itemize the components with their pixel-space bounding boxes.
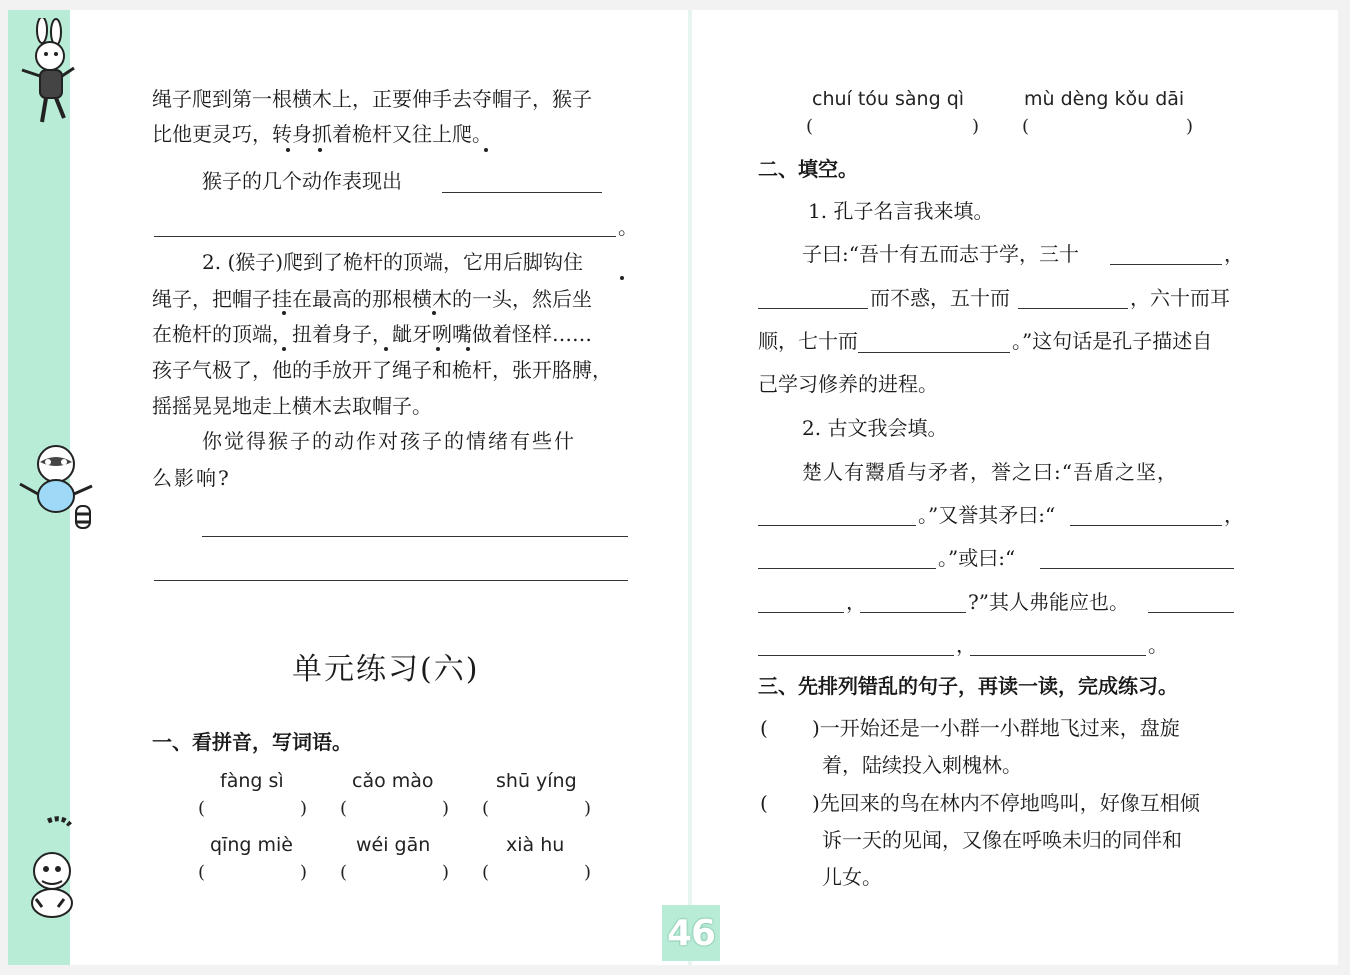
fill-text: ， xyxy=(1224,242,1244,266)
sentence-line: 着，陆续投入刺槐林。 xyxy=(822,753,1022,777)
emphasis-dot xyxy=(436,347,440,351)
paren-close: ) xyxy=(1186,116,1194,137)
sentence-line: 诉一天的见闻，又像在呼唤未归的同伴和 xyxy=(822,828,1182,852)
question-prompt: 猴子的几个动作表现出 xyxy=(202,169,402,193)
section-heading: 二、填空。 xyxy=(758,157,858,181)
answer-blank[interactable] xyxy=(858,352,1010,353)
item-label: 1. 孔子名言我来填。 xyxy=(808,199,994,223)
emphasis-dot xyxy=(318,148,322,152)
paren-open: ( xyxy=(198,862,206,883)
paren-close: ) xyxy=(442,862,450,883)
emphasis-dot xyxy=(282,347,286,351)
paren-open: ( xyxy=(806,116,814,137)
page-number: 46 xyxy=(662,905,720,961)
fill-text: ?”其人弗能应也。 xyxy=(968,590,1129,614)
fill-text: 而不惑，五十而 xyxy=(870,286,1010,310)
emphasis-dot xyxy=(432,311,436,315)
fill-text: 楚人有鬻盾与矛者，誉之曰:“吾盾之坚， xyxy=(802,460,1178,484)
emphasis-dot xyxy=(282,311,286,315)
emphasis-dot xyxy=(466,347,470,351)
passage-line: 2. (猴子)爬到了桅杆的顶端，它用后脚钩住 xyxy=(202,250,584,274)
item-label: 2. 古文我会填。 xyxy=(802,416,948,440)
paren-open: ( xyxy=(482,862,490,883)
paren-open: ( xyxy=(198,798,206,819)
passage-line: 摇摇晃晃地走上横木去取帽子。 xyxy=(152,394,432,418)
fill-text: 己学习修养的进程。 xyxy=(758,372,938,396)
pinyin-label: shū yíng xyxy=(496,770,577,792)
fill-text: ，六十而耳 xyxy=(1130,286,1230,310)
paren-open: ( xyxy=(482,798,490,819)
pinyin-label: mù dèng kǒu dāi xyxy=(1024,88,1185,110)
answer-blank[interactable] xyxy=(154,580,628,581)
answer-blank[interactable] xyxy=(758,655,954,656)
paren-close: ) xyxy=(442,798,450,819)
fill-text: 顺，七十而 xyxy=(758,329,858,353)
paren-close: ) xyxy=(584,862,592,883)
paren-close: ) xyxy=(584,798,592,819)
emphasis-dot xyxy=(620,276,624,280)
pinyin-label: fàng sì xyxy=(220,770,284,792)
fill-text: ， xyxy=(956,633,976,657)
answer-blank[interactable] xyxy=(154,236,616,237)
answer-blank[interactable] xyxy=(1070,525,1222,526)
passage-line: 比他更灵巧，转身抓着桅杆又往上爬。 xyxy=(152,122,492,146)
paren-open: ( xyxy=(1022,116,1030,137)
rabbit-mascot-icon xyxy=(16,18,76,128)
section-heading: 三、先排列错乱的句子，再读一读，完成练习。 xyxy=(758,674,1178,698)
sentence-line: )一开始还是一小群一小群地飞过来，盘旋 xyxy=(812,716,1180,740)
answer-blank[interactable] xyxy=(758,568,936,569)
pinyin-label: cǎo mào xyxy=(352,770,434,792)
answer-blank[interactable] xyxy=(758,612,844,613)
fill-text: 。 xyxy=(1148,633,1168,657)
paren-open: ( xyxy=(340,798,348,819)
answer-blank[interactable] xyxy=(202,536,628,537)
question-line: 你觉得猴子的动作对孩子的情绪有些什 xyxy=(202,429,576,453)
answer-blank[interactable] xyxy=(1018,308,1128,309)
passage-line: 在桅杆的顶端，扭着身子，龇牙咧嘴做着怪样…… xyxy=(152,322,592,346)
period: 。 xyxy=(618,215,638,239)
emphasis-dot xyxy=(384,347,388,351)
pinyin-label: chuí tóu sàng qì xyxy=(812,88,965,110)
fill-text: 。”又誉其矛曰:“ xyxy=(918,503,1056,527)
passage-line: 绳子，把帽子挂在最高的那根横木的一头，然后坐 xyxy=(152,287,592,311)
answer-blank[interactable] xyxy=(1110,264,1222,265)
fill-text: ， xyxy=(1224,503,1244,527)
question-line: 么影响? xyxy=(152,466,231,490)
paren-close: ) xyxy=(300,862,308,883)
sentence-line: )先回来的鸟在林内不停地鸣叫，好像互相倾 xyxy=(812,791,1200,815)
section-heading: 一、看拼音，写词语。 xyxy=(152,730,352,754)
fill-text: 。”或曰:“ xyxy=(938,546,1016,570)
answer-blank[interactable] xyxy=(970,655,1146,656)
answer-blank[interactable] xyxy=(1148,612,1234,613)
fill-text: ， xyxy=(846,590,866,614)
sentence-line: 儿女。 xyxy=(822,865,882,889)
order-box-open[interactable]: ( xyxy=(760,791,768,815)
fill-text: 。”这句话是孔子描述自 xyxy=(1012,329,1213,353)
answer-blank[interactable] xyxy=(758,308,868,309)
paren-open: ( xyxy=(340,862,348,883)
passage-line: 孩子气极了，他的手放开了绳子和桅杆，张开胳膊， xyxy=(152,358,612,382)
answer-blank[interactable] xyxy=(442,192,602,193)
emphasis-dot xyxy=(484,148,488,152)
order-box-open[interactable]: ( xyxy=(760,716,768,740)
answer-blank[interactable] xyxy=(860,612,966,613)
unit-title: 单元练习(六) xyxy=(292,652,480,687)
page-fold xyxy=(688,10,692,965)
raccoon-mascot-icon xyxy=(16,440,96,530)
answer-blank[interactable] xyxy=(758,525,916,526)
tiger-mascot-icon xyxy=(18,815,88,925)
answer-blank[interactable] xyxy=(1040,568,1234,569)
pinyin-label: qīng miè xyxy=(210,834,293,856)
paren-close: ) xyxy=(972,116,980,137)
pinyin-label: wéi gān xyxy=(356,834,431,856)
fill-text: 子曰:“吾十有五而志于学，三十 xyxy=(802,242,1079,266)
pinyin-label: xià hu xyxy=(506,834,565,856)
paren-close: ) xyxy=(300,798,308,819)
passage-line: 绳子爬到第一根横木上，正要伸手去夺帽子，猴子 xyxy=(152,87,592,111)
emphasis-dot xyxy=(286,148,290,152)
